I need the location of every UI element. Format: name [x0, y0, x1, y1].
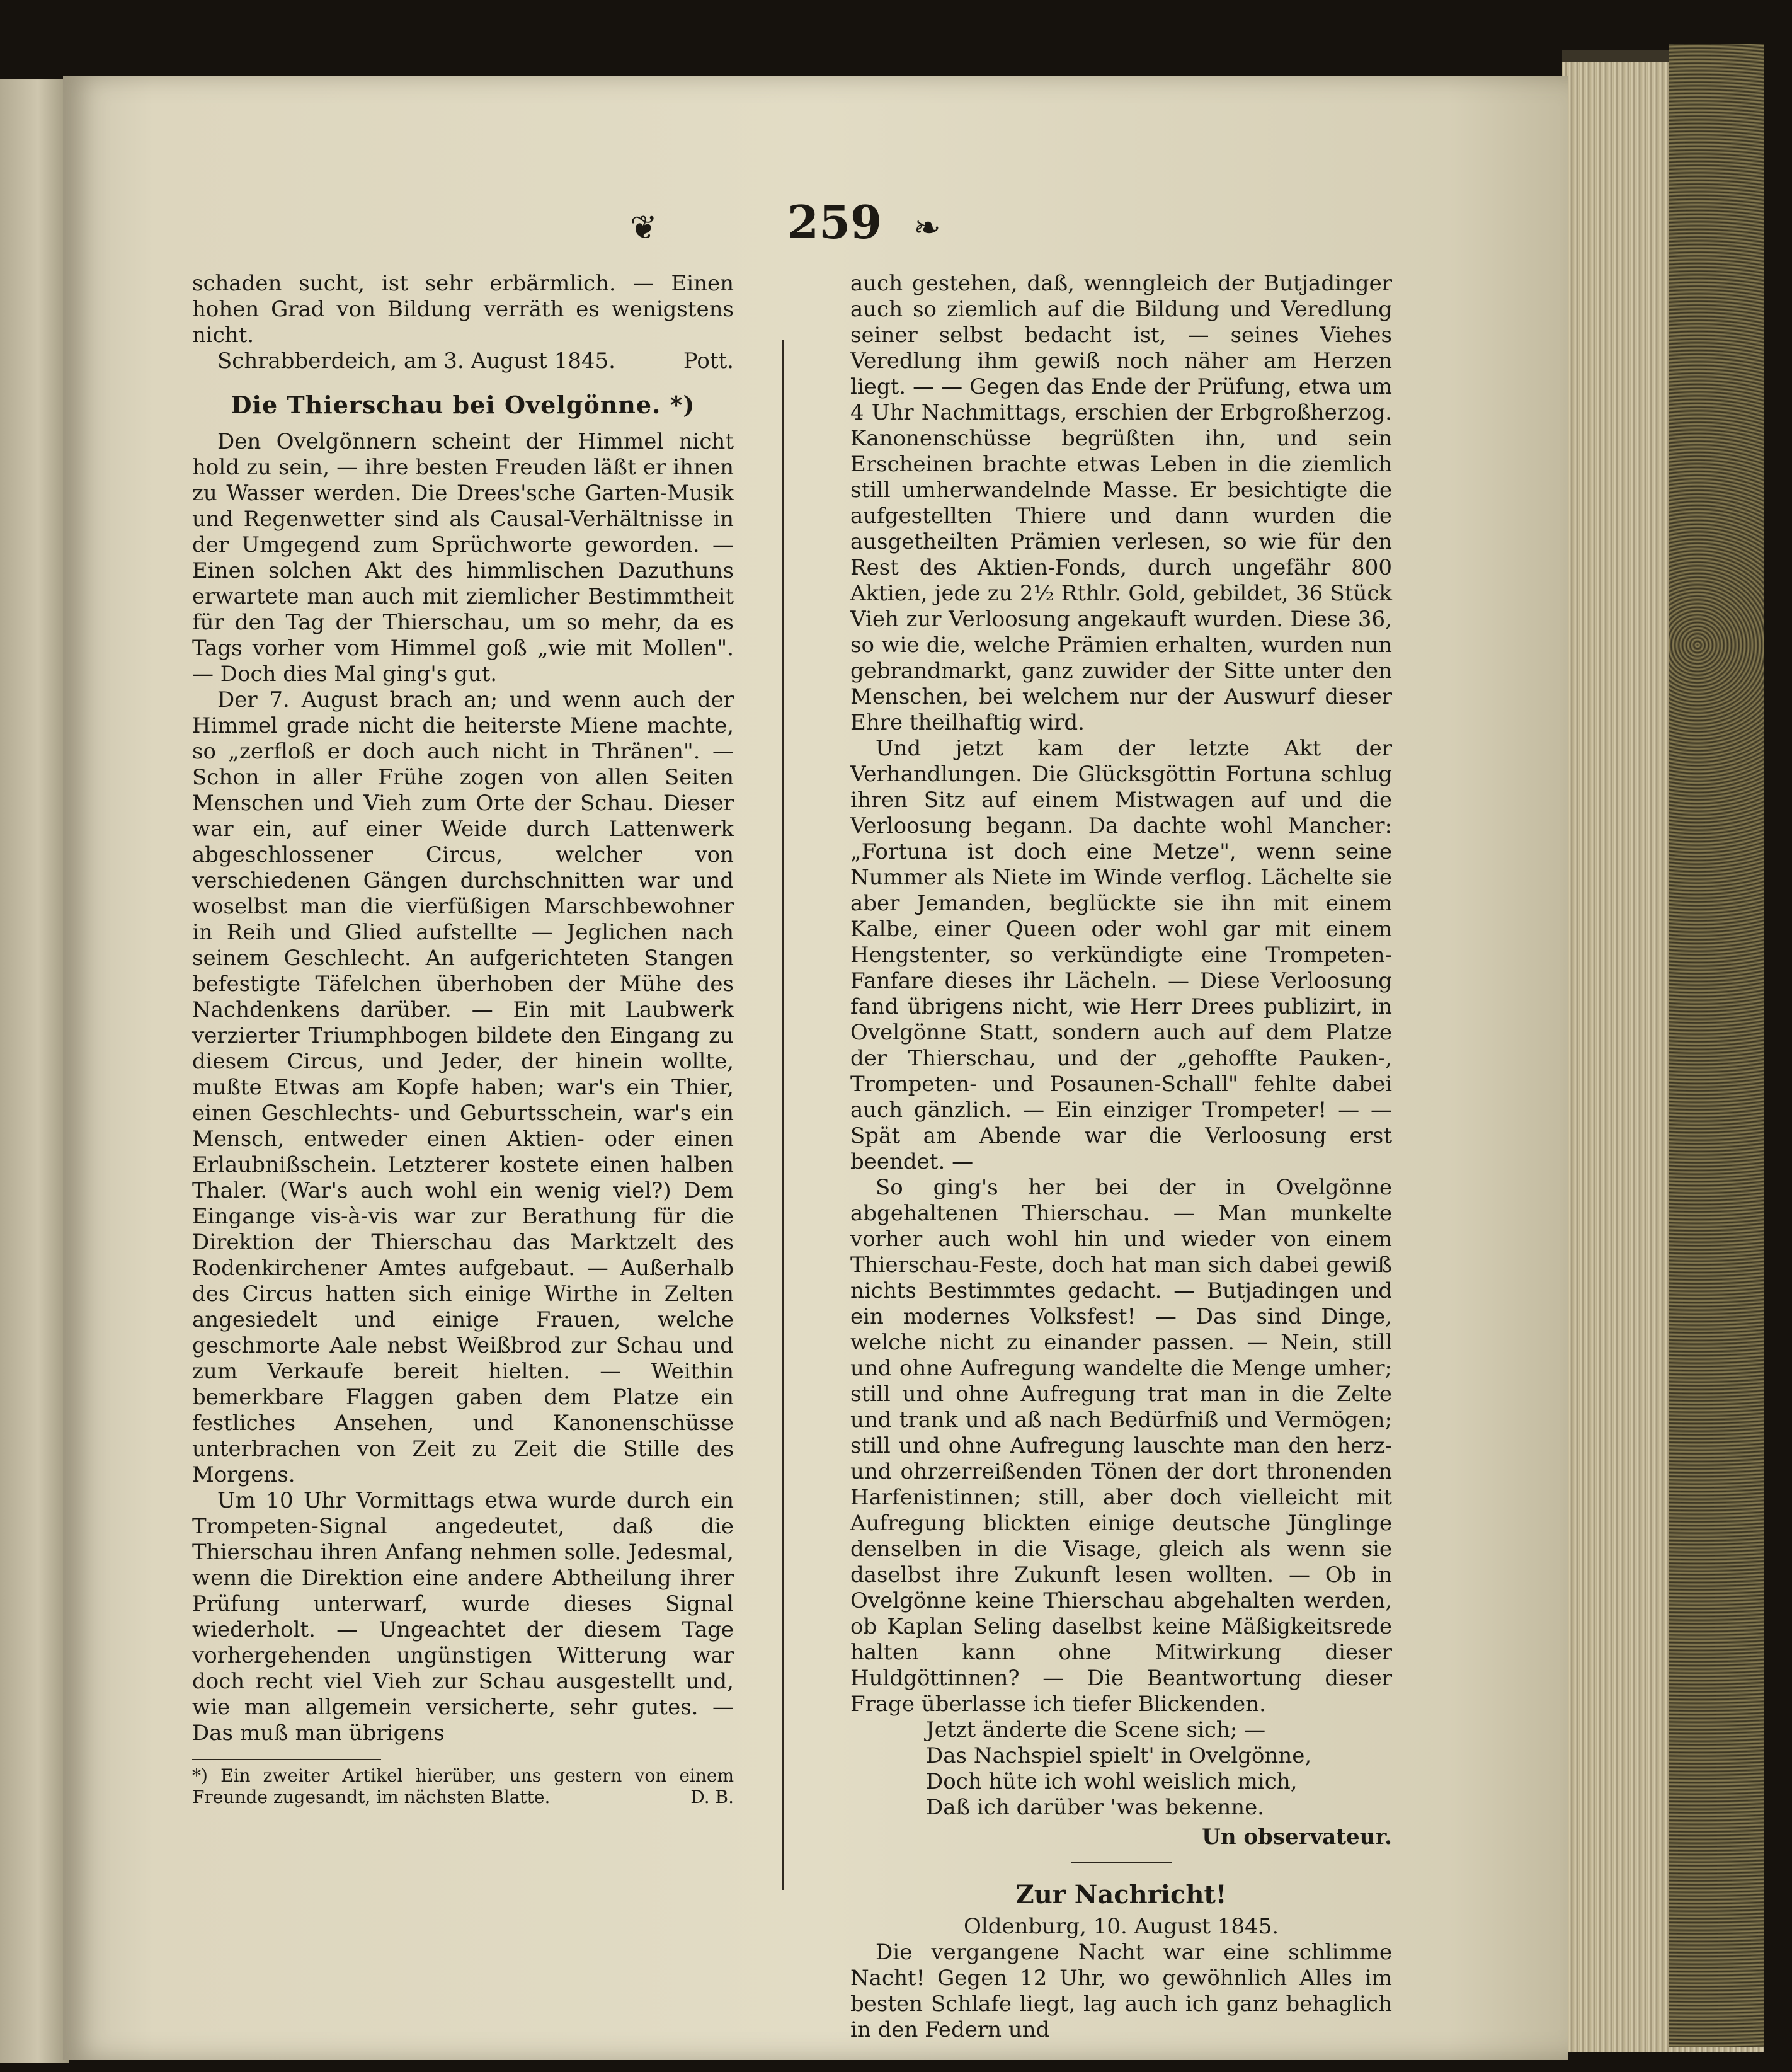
book-page: [63, 76, 1568, 2060]
page-number: 259: [787, 195, 882, 249]
footnote-divider: [192, 1759, 381, 1760]
poem-line: Doch hüte ich wohl weislich mich,: [926, 1769, 1298, 1794]
paragraph: So ging's her bei der in Ovelgönne abgehaltenen Thierschau. — Man munkelte vorher auch wohl hin und wieder von einem Thierschau-Feste, doch hat man sich dabei gewiß nichts Bestimmtes gedacht. — Butjadingen und ein modernes Volksfest! — Das sind Dinge, welche nicht zu einander passen. — Nein, still und ohne Aufregung wandelte die Menge umher; still und ohne Aufregung trat man in die Zelte und trank und aß nach Bedürfniß und Vermögen; still und ohne Aufregung lauschte man den herz- und ohrzerreißenden Tönen der dort thronenden Harfenistinnen; still, aber doch vielleicht mit Aufregung blickten einige deutsche Jünglinge denselben in die Visage, gleich als wenn sie daselbst ihre Zukunft lesen wollten. — Ob in Ovelgönne keine Thierschau abgehalten werden, ob Kaplan Seling daselbst keine Mäßigkeitsrede halten kann ohne Mitwirkung dieser Huldgöttinnen? — Die Beantwortung dieser Frage überlasse ich tiefer Blickenden.: [850, 1175, 1392, 1717]
left-column: [192, 271, 734, 1808]
paragraph: Um 10 Uhr Vormittags etwa wurde durch ein Trompeten-Signal angedeutet, daß die Thierschau ihren Anfang nehmen solle. Jedesmal, wenn die Direktion eine andere Abtheilung ihrer Prüfung unterwarf, wurde dieses Signal wiederholt. — Ungeachtet der diesem Tage vorhergehenden ungünstigen Witterung war doch recht viel Vieh zur Schau ausgestellt und, wie man allgemein versicherte, sehr gutes. — Das muß man übrigens: [192, 1488, 734, 1746]
paragraph: Den Ovelgönnern scheint der Himmel nicht hold zu sein, — ihre besten Freuden läßt er ihnen zu Wasser werden. Die Drees'sche Garten-Musik und Regenwetter sind als Causal-Verhältnisse in der Umgegend zum Sprüchworte geworden. — Einen solchen Akt des himmlischen Dazuthuns erwartete man auch mit ziemlicher Bestimmtheit für den Tag der Thierschau, um so mehr, da es Tags vorher vom Himmel goß „wie mit Mollen". — Doch dies Mal ging's gut.: [192, 429, 734, 687]
dateline: Oldenburg, 10. August 1845.: [963, 1914, 1279, 1939]
dateline-signature: Pott.: [683, 348, 734, 374]
facing-page-edge: [0, 79, 69, 2063]
article-heading: Die Thierschau bei Ovelgönne. *): [231, 391, 695, 419]
dateline-place: Schrabberdeich, am 3. August 1845.: [217, 348, 615, 374]
paragraph: auch gestehen, daß, wenngleich der Butjadinger auch so ziemlich auf die Bildung und Veredlung seiner selbst bedacht ist, — seines Viehes Veredlung ihm gewiß noch näher am Herzen liegt. — — Gegen das Ende der Prüfung, etwa um 4 Uhr Nachmittags, erschien der Erbgroßherzog. Kanonenschüsse begrüßten ihn, und sein Erscheinen brachte etwas Leben in die ziemlich still umherwandelnde Masse. Er besichtigte die aufgestellten Thiere und dann wurden die ausgetheilten Prämien verlesen, so wie für den Rest des Aktien-Fonds, durch ungefähr 800 Aktien, jede zu 2½ Rthlr. Gold, gebildet, 36 Stück Vieh zur Verloosung angekauft wurden. Diese 36, so wie die, welche Prämien erhalten, wurden nun gebrandmarkt, ganz zuwider der Sitte unter den Menschen, bei welchem nur der Auswurf dieser Ehre theilhaftig wird.: [850, 271, 1392, 735]
footnote: [192, 1765, 734, 1808]
footnote-text: *) Ein zweiter Artikel hierüber, uns gestern von einem Freunde zugesandt, im nächsten Blatte.: [192, 1765, 734, 1807]
poem-line: Das Nachspiel spielt' in Ovelgönne,: [926, 1743, 1312, 1768]
paragraph: Und jetzt kam der letzte Akt der Verhandlungen. Die Glücksgöttin Fortuna schlug ihren Sitz auf einem Mistwagen auf und die Verloosung begann. Da dachte wohl Mancher: „Fortuna ist doch eine Metze", wenn seine Nummer als Niete im Winde verflog. Lächelte sie aber Jemanden, beglückte sie ihn mit einem Kalbe, einer Queen oder wohl gar mit einem Hengstenter, so verkündigte eine Trompeten-Fanfare dieses ihr Lächeln. — Diese Verloosung fand übrigens nicht, wie Herr Drees publizirt, in Ovelgönne Statt, sondern auch auf dem Platze der Thierschau, und der „gehoffte Pauken-, Trompeten- und Posaunen-Schall" fehlte dabei auch gänzlich. — Ein einziger Trompeter! — — Spät am Abende war die Verloosung erst beendet. —: [850, 736, 1392, 1174]
poem-line: Daß ich darüber 'was bekenne.: [926, 1795, 1265, 1820]
ornament-right-icon: ❧: [913, 209, 941, 247]
notice-heading: Zur Nachricht!: [1015, 1880, 1227, 1909]
dateline: [192, 348, 734, 374]
paragraph: schaden sucht, ist sehr erbärmlich. — Einen hohen Grad von Bildung verräth es wenigstens nicht.: [192, 271, 734, 348]
column-divider: [782, 340, 784, 1890]
poem: [926, 1717, 1392, 1821]
paragraph: Der 7. August brach an; und wenn auch der Himmel grade nicht die heiterste Miene machte, so „zerfloß er doch auch nicht in Thränen". — Schon in aller Frühe zogen von allen Seiten Menschen und Vieh zum Orte der Schau. Dieser war ein, auf einer Weide durch Lattenwerk abgeschlossener Circus, welcher von verschiedenen Gängen durchschnitten war und woselbst man die vierfüßigen Marschbewohner in Reih und Glied aufstellte — Jeglichen nach seinem Geschlecht. An aufgerichteten Stangen befestigte Täfelchen überhoben der Mühe des Nachdenkens darüber. — Ein mit Laubwerk verzierter Triumphbogen bildete den Eingang zu diesem Circus, und Jeder, der hinein wollte, mußte Etwas am Kopfe haben; war's ein Thier, einen Geschlechts- und Geburtsschein, war's ein Mensch, entweder einen Aktien- oder einen Erlaubnißschein. Letzterer kostete einen halben Thaler. (War's auch wohl ein wenig viel?) Dem Eingange vis-à-vis war zur Berathung für die Direktion der Thierschau das Marktzelt des Rodenkirchener Amtes aufgebaut. — Außerhalb des Circus hatten sich einige Wirthe in Zelten angesiedelt und einige Frauen, welche geschmorte Aale nebst Weißbrod zur Schau und zum Verkaufe bereit hielten. — Weithin bemerkbare Flaggen gaben dem Platze ein festliches Ansehen, und Kanonenschüsse unterbrachen von Zeit zu Zeit die Stille des Morgens.: [192, 687, 734, 1487]
signature: Un observateur.: [1202, 1824, 1392, 1850]
paragraph: Die vergangene Nacht war eine schlimme Nacht! Gegen 12 Uhr, wo gewöhnlich Alles im besten Schlafe liegt, lag auch ich ganz behaglich in den Federn und: [850, 1940, 1392, 2042]
right-column: [850, 271, 1392, 2043]
book-cover-edge: [1669, 44, 1764, 2047]
footnote-signature: D. B.: [690, 1787, 734, 1807]
section-divider: [1071, 1862, 1172, 1863]
ornament-left-icon: ❦: [630, 209, 658, 247]
poem-line: Jetzt änderte die Scene sich; —: [926, 1717, 1266, 1743]
